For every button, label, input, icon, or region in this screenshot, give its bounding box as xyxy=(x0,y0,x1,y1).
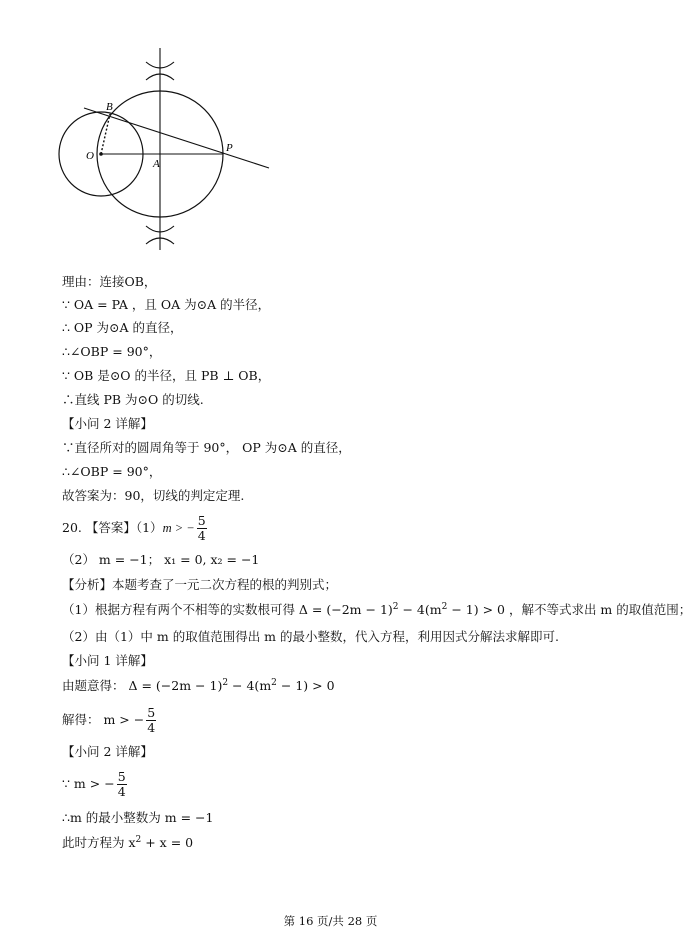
label-o: O xyxy=(86,150,94,162)
proof-line-10: 故答案为：90，切线的判定定理. xyxy=(62,488,245,503)
label-b: B xyxy=(106,101,113,113)
proof-line-9: ∴∠OBP = 90°， xyxy=(62,464,162,479)
sub2-because xyxy=(62,770,129,799)
proof-line-2: ∵ OA = PA ，且 OA 为⊙A 的半径， xyxy=(62,297,271,312)
sub1-post: − 1) > 0 xyxy=(276,678,335,693)
analysis1-post: − 1) > 0 ，解不等式求出 m 的取值范围； xyxy=(447,602,691,617)
sq-2: 2 xyxy=(441,601,448,612)
fraction xyxy=(117,770,127,799)
label-a: A xyxy=(153,158,160,170)
fraction-den: 4 xyxy=(117,784,126,799)
page-footer: 第 16 页/共 28 页 xyxy=(283,914,378,928)
because-prefix: ∵ m > − xyxy=(62,776,115,791)
proof-line-4: ∴∠OBP = 90°， xyxy=(62,344,162,359)
fraction-num: 5 xyxy=(117,769,126,784)
sub1-inequality xyxy=(62,678,335,694)
proof-line-1: 理由：连接OB， xyxy=(62,274,157,289)
solve-prefix: 解得： m > − xyxy=(62,712,145,727)
proof-line-3: ∴ OP 为⊙A 的直径， xyxy=(62,320,183,335)
sq-4: 2 xyxy=(271,677,277,688)
fraction xyxy=(197,514,207,543)
geometry-figure xyxy=(40,38,300,258)
analysis1-pre: （1）根据方程有两个不相等的实数根可得 Δ = (−2m − 1) xyxy=(62,602,393,617)
q20-answer-prefix: 20. 【答案】（1） xyxy=(62,520,163,535)
eq-pre: 此时方程为 x xyxy=(62,835,136,850)
proof-line-8: ∵直径所对的圆周角等于 90°， OP 为⊙A 的直径， xyxy=(62,440,351,455)
q20-answer-2: （2） m = −1； x₁ = 0, x₂ = −1 xyxy=(62,552,260,567)
label-p: P xyxy=(226,142,233,154)
answer1-lhs: m > − xyxy=(162,521,195,535)
analysis1-mid: − 4(m xyxy=(398,602,442,617)
fraction-num: 5 xyxy=(197,513,206,528)
fraction-den: 4 xyxy=(147,720,156,735)
section-title-q2: 【小问 2 详解】 xyxy=(62,416,153,431)
q20-analysis-2: （2）由（1）中 m 的取值范围得出 m 的最小整数，代入方程，利用因式分解法求解即可. xyxy=(62,629,559,644)
sub1-pre: 由题意得： Δ = (−2m − 1) xyxy=(62,678,223,693)
section-title-sub1: 【小问 1 详解】 xyxy=(62,653,153,668)
sub1-solution xyxy=(62,706,158,735)
sq-1: 2 xyxy=(392,601,399,612)
sub1-mid: − 4(m xyxy=(228,678,272,693)
fraction xyxy=(146,706,156,735)
sub2-equation xyxy=(62,835,193,851)
sq-5: 2 xyxy=(135,834,142,845)
section-title-sub2: 【小问 2 详解】 xyxy=(62,744,153,759)
eq-post: + x = 0 xyxy=(141,835,194,850)
q20-analysis: 【分析】本题考查了一元二次方程的根的判别式； xyxy=(62,577,338,592)
point-o xyxy=(99,152,103,156)
proof-line-5: ∵ OB 是⊙O 的半径，且 PB ⊥ OB， xyxy=(62,368,271,383)
sq-3: 2 xyxy=(222,677,229,688)
fraction-den: 4 xyxy=(197,528,206,543)
q20-analysis-1 xyxy=(62,602,691,618)
segment-ob-dashed xyxy=(101,114,110,154)
fraction-num: 5 xyxy=(147,705,156,720)
tangent-line-pb xyxy=(84,108,269,168)
q20-answer-1 xyxy=(62,514,209,543)
sub2-min-integer: ∴m 的最小整数为 m = −1 xyxy=(62,810,214,825)
proof-line-6: ∴直线 PB 为⊙O 的切线. xyxy=(62,392,204,407)
